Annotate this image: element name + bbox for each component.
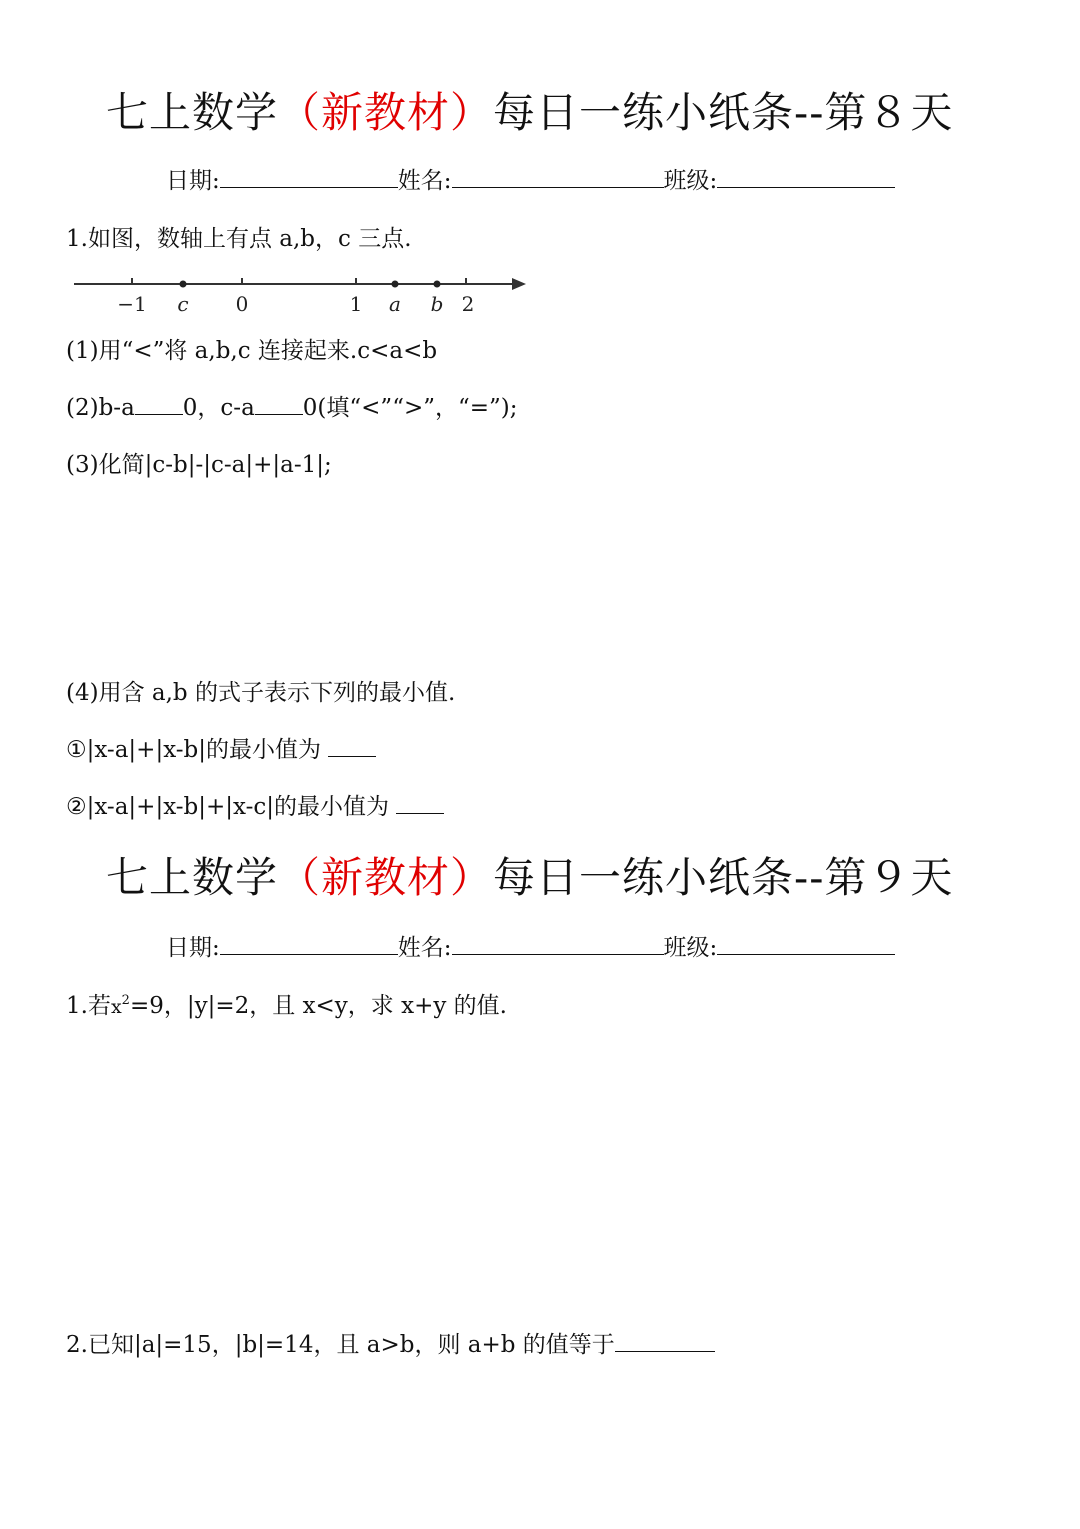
title-prefix: 七上数学	[106, 853, 279, 902]
title-highlight: （新教材）	[278, 853, 494, 902]
part-2-text-b: 0，c-a	[182, 395, 255, 421]
q1-prefix: 1.若	[66, 993, 111, 1019]
item-2-text: ②|x-a|+|x-b|+|x-c|的最小值为	[66, 794, 389, 820]
question-1-part-2	[66, 397, 518, 420]
tick-label-0: 0	[235, 292, 249, 316]
q2-text: 2.已知|a|=15，|b|=14，且 a>b，则 a+b 的值等于	[66, 1332, 615, 1358]
page-title-day8	[106, 88, 954, 137]
class-label: 班级:	[663, 935, 718, 961]
title-highlight: （新教材）	[278, 88, 494, 137]
title-prefix: 七上数学	[106, 88, 279, 137]
title-suffix: 每日一练小纸条--第８天	[493, 88, 954, 137]
answer-blank-min-2[interactable]	[396, 812, 444, 814]
point-a	[392, 281, 399, 288]
date-blank[interactable]	[220, 953, 398, 955]
tick-label-1: 1	[349, 292, 363, 316]
class-label: 班级:	[663, 168, 718, 194]
tick-label-neg1: −1	[117, 292, 147, 316]
point-c	[180, 281, 187, 288]
question-1-intro: 1.如图，数轴上有点 a,b，c 三点.	[66, 226, 412, 252]
name-blank[interactable]	[452, 186, 664, 188]
name-blank[interactable]	[452, 953, 664, 955]
point-label-b: b	[430, 292, 444, 316]
class-blank[interactable]	[717, 186, 895, 188]
point-b	[434, 281, 441, 288]
day9-question-2	[66, 1334, 715, 1357]
point-label-c: c	[177, 292, 189, 316]
page-title-day9	[106, 853, 954, 902]
number-line-figure	[70, 268, 540, 318]
answer-blank-a-plus-b[interactable]	[615, 1350, 715, 1352]
name-label: 姓名:	[397, 935, 452, 961]
answer-blank-b-minus-a[interactable]	[135, 413, 183, 415]
q1-exponent: 2	[121, 993, 130, 1008]
day9-question-1	[66, 994, 507, 1018]
tick-label-2: 2	[461, 292, 475, 316]
date-label: 日期:	[166, 168, 220, 194]
q1-rest: =9，|y|=2，且 x<y，求 x+y 的值.	[129, 993, 507, 1019]
class-blank[interactable]	[717, 953, 895, 955]
part-2-text-a: (2)b-a	[66, 395, 135, 421]
answer-blank-min-1[interactable]	[328, 755, 376, 757]
title-suffix: 每日一练小纸条--第９天	[493, 853, 954, 902]
date-label: 日期:	[166, 935, 220, 961]
answer-blank-c-minus-a[interactable]	[255, 413, 303, 415]
item-1-text: ①|x-a|+|x-b|的最小值为	[66, 737, 321, 763]
part-2-text-c: 0(填“<”“>”，“=”);	[302, 395, 518, 421]
question-1-part-3: (3)化简|c-b|-|c-a|+|a-1|;	[66, 452, 332, 478]
header-fields-day9	[166, 937, 895, 960]
q1-variable-x: x	[110, 996, 122, 1018]
question-1-part-4-item-2	[66, 796, 444, 819]
question-1-part-4-item-1	[66, 739, 376, 762]
point-label-a: a	[389, 292, 401, 316]
date-blank[interactable]	[220, 186, 398, 188]
question-1-part-1: (1)用“<”将 a,b,c 连接起来.c<a<b	[66, 338, 438, 364]
number-line-arrow	[512, 278, 526, 290]
name-label: 姓名:	[397, 168, 452, 194]
header-fields-day8	[166, 170, 895, 193]
question-1-part-4: (4)用含 a,b 的式子表示下列的最小值.	[66, 680, 456, 706]
